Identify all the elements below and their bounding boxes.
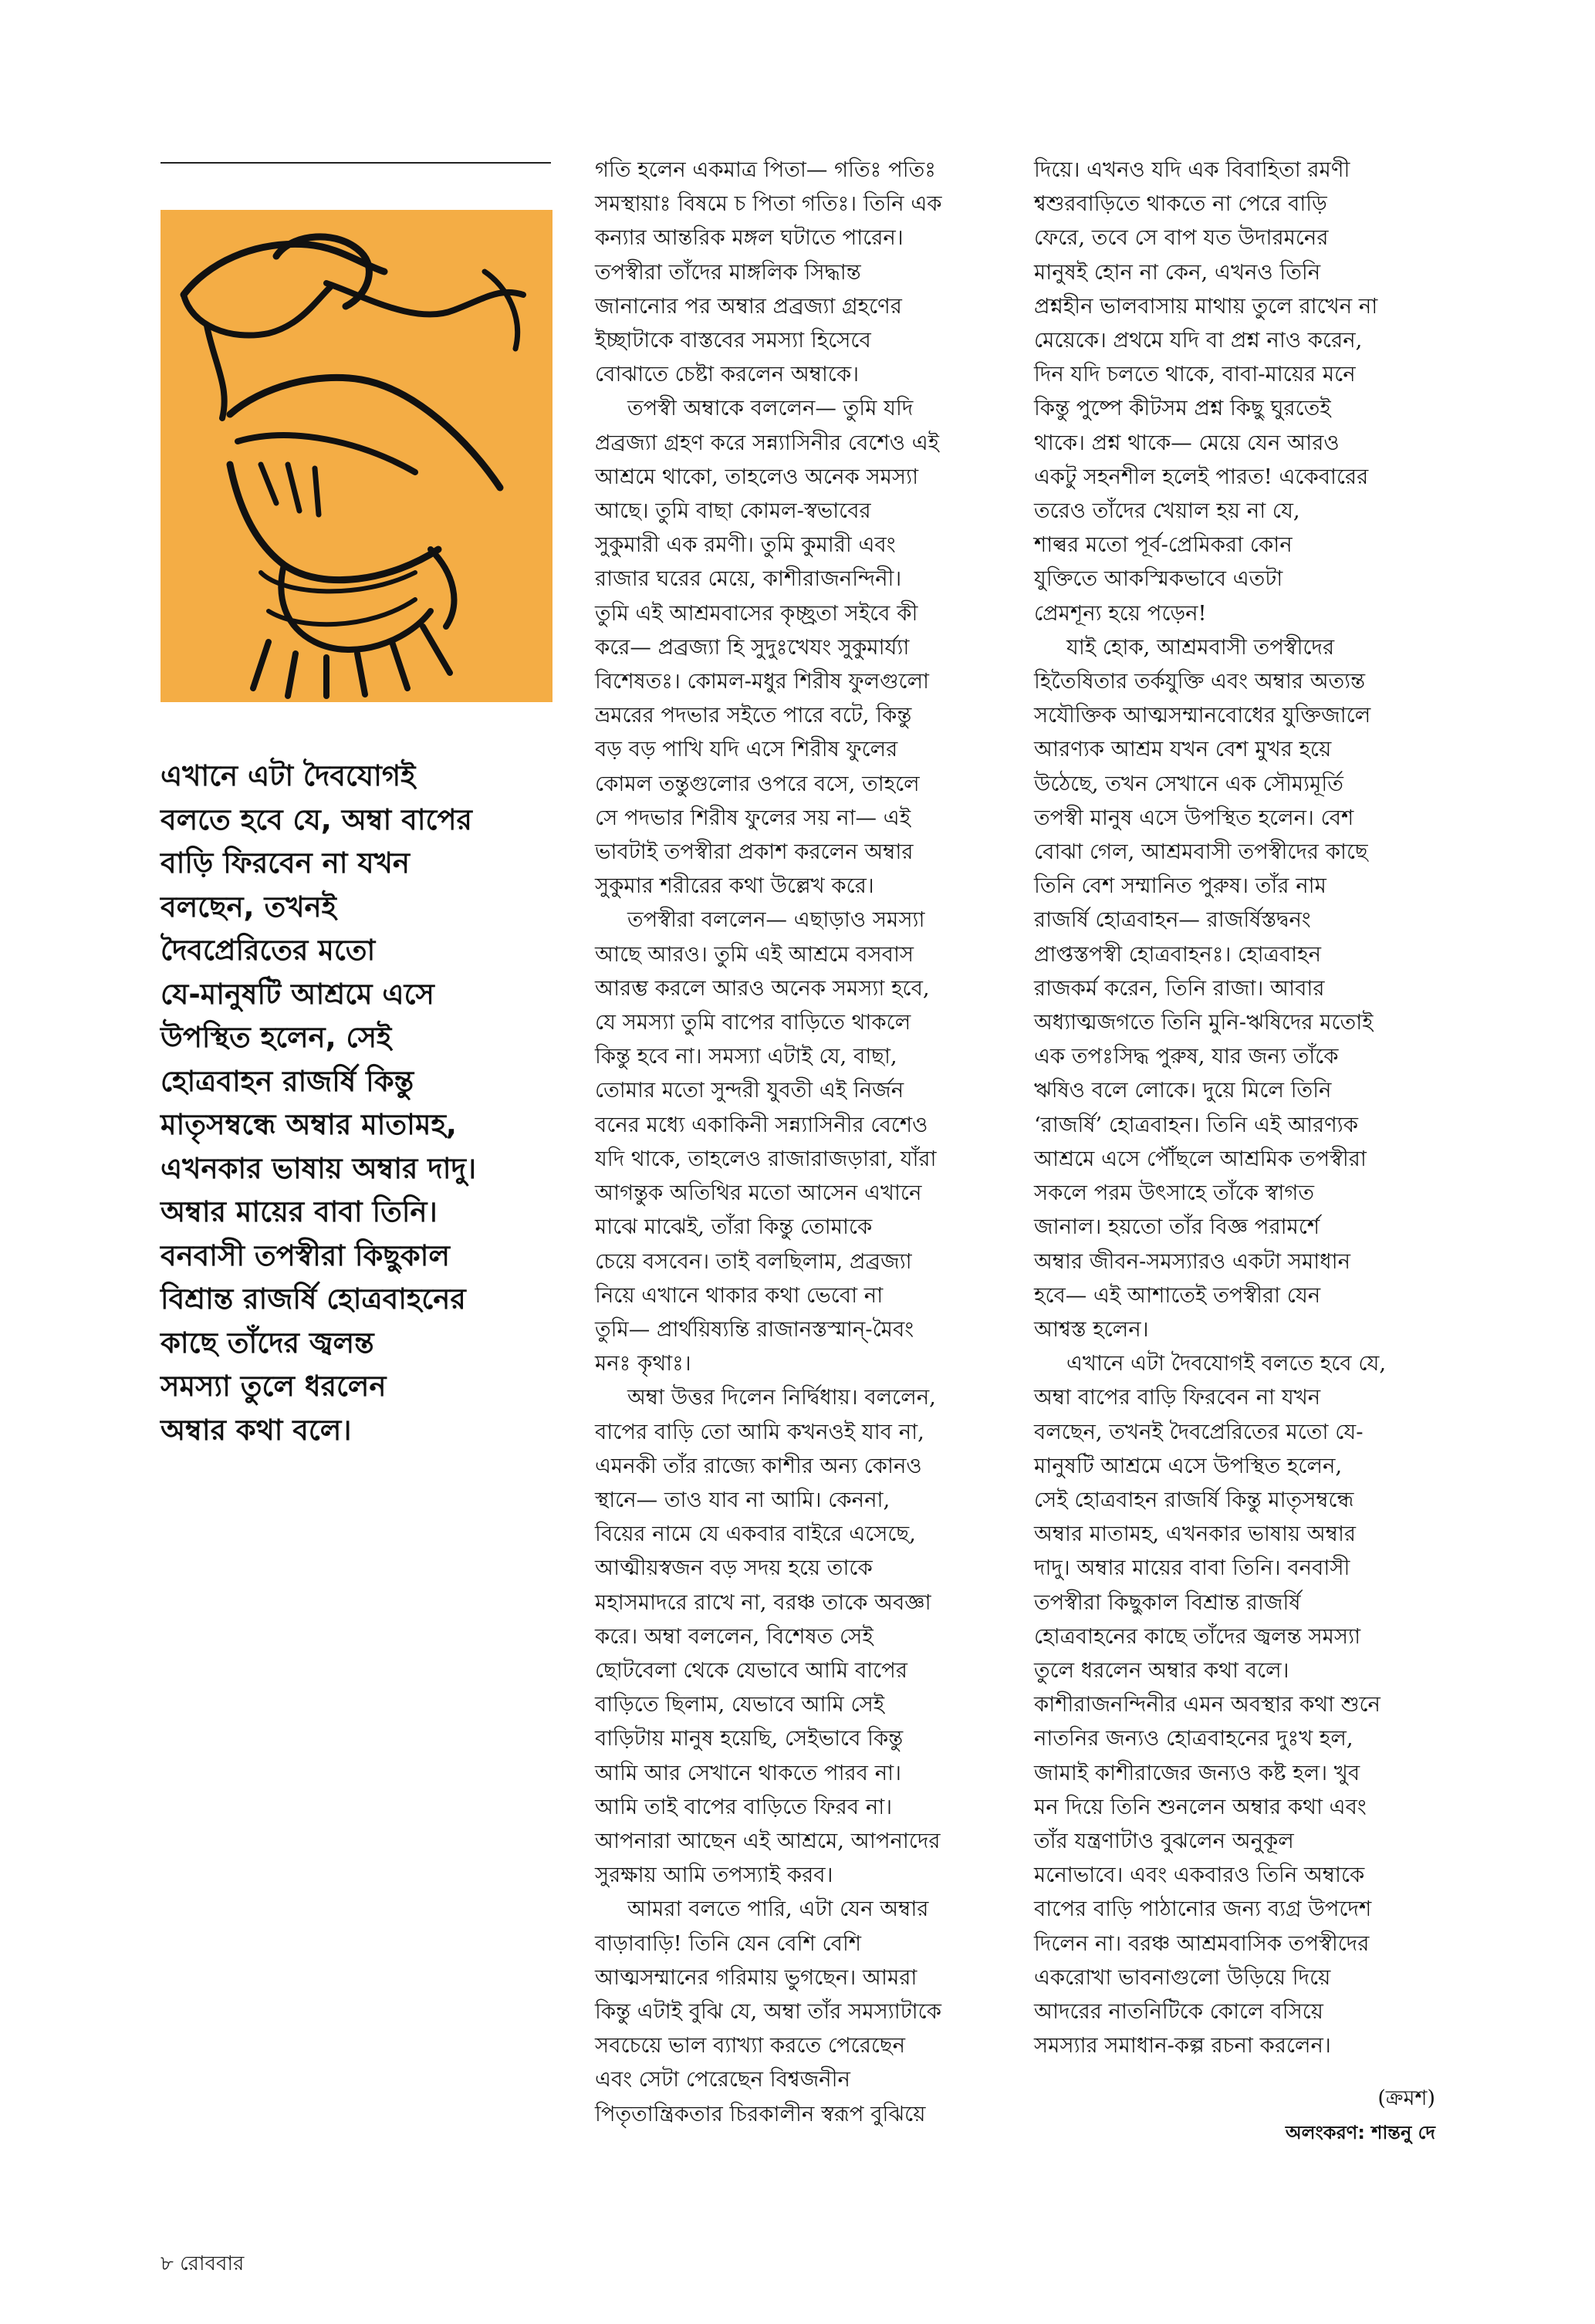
text-line: করে। অম্বা বললেন, বিশেষত সেই	[595, 1623, 874, 1649]
text-line: একটু সহনশীল হলেই পারত! একেবারের	[1034, 464, 1369, 489]
text-line: আশ্বস্ত হলেন।	[1034, 1316, 1149, 1342]
text-line: কিন্তু এটাই বুঝি যে, অম্বা তাঁর সমস্যাটাকে	[595, 1998, 941, 2024]
text-line: আছে আরও। তুমি এই আশ্রমে বসবাস	[595, 941, 914, 967]
text-line: বলছেন, তখনই দৈবপ্রেরিতের মতো যে-	[1034, 1419, 1364, 1444]
text-line: ভ্রমরের পদভার সইতে পারে বটে, কিন্তু	[595, 703, 912, 728]
text-line: ঋষিও বলে লোকে। দুয়ে মিলে তিনি	[1034, 1078, 1332, 1103]
text-line: মানুষই হোন না কেন, এখনও তিনি	[1034, 259, 1321, 285]
illustration	[161, 210, 553, 702]
pull-quote-line: মাতৃসম্বন্ধে অম্বার মাতামহ,	[161, 1108, 457, 1141]
text-line: প্রব্রজ্যা গ্রহণ করে সন্ন্যাসিনীর বেশেও এই	[595, 430, 939, 455]
text-line: মানুষটি আশ্রমে এসে উপস্থিত হলেন,	[1034, 1453, 1343, 1478]
hand-drawing-icon	[161, 210, 553, 702]
text-line: বনের মধ্যে একাকিনী সন্ন্যাসিনীর বেশেও	[595, 1112, 928, 1137]
pull-quote-line: কাছে তাঁদের জ্বলন্ত	[161, 1326, 374, 1360]
text-line: যদি থাকে, তাহলেও রাজারাজড়ারা, যাঁরা	[595, 1146, 937, 1171]
text-line: কিন্তু পুষ্পে কীটসম প্রশ্ন কিছু ঘুরতেই	[1034, 396, 1331, 421]
text-line: এবং সেটা পেরেছেন বিশ্বজনীন	[595, 2067, 850, 2093]
text-line: দিয়ে। এখনও যদি এক বিবাহিতা রমণী	[1034, 157, 1350, 182]
text-line: মহাসমাদরে রাখে না, বরঞ্চ তাকে অবজ্ঞা	[595, 1589, 931, 1615]
text-line: সে পদভার শিরীষ ফুলের সয় না— এই	[595, 805, 911, 830]
pull-quote-line: অম্বার কথা বলে।	[161, 1413, 352, 1447]
text-line: আদরের নাতনিটিকে কোলে বসিয়ে	[1034, 1998, 1323, 2024]
text-line: কিন্তু হবে না। সমস্যা এটাই যে, বাছা,	[595, 1044, 897, 1069]
text-line: ‘রাজর্ষি’ হোত্রবাহন। তিনি এই আরণ্যক	[1034, 1112, 1358, 1137]
text-line: শাল্বর মতো পূর্ব-প্রেমিকরা কোন	[1034, 532, 1293, 558]
text-line: আশ্রমে থাকো, তাহলেও অনেক সমস্যা	[595, 464, 919, 489]
text-line: মনঃ কৃথাঃ।	[595, 1351, 691, 1376]
pull-quote-line: উপস্থিত হলেন, সেই	[161, 1021, 392, 1054]
text-line: তুমি এই আশ্রমবাসের কৃচ্ছ্রতা সইবে কী	[595, 600, 918, 626]
pull-quote-line: যে-মানুষটি আশ্রমে এসে	[161, 977, 434, 1011]
text-line: ফেরে, তবে সে বাপ যত উদারমনের	[1034, 225, 1329, 251]
pull-quote-line: দৈবপ্রেরিতের মতো	[161, 934, 376, 967]
pull-quote-line: বিশ্রান্ত রাজর্ষি হোত্রবাহনের	[161, 1282, 466, 1316]
pull-quote-line: বলতে হবে যে, অম্বা বাপের	[161, 802, 472, 836]
text-line: বড় বড় পাখি যদি এসে শিরীষ ফুলের	[595, 737, 898, 762]
text-line: দাদু। অম্বার মায়ের বাবা তিনি। বনবাসী	[1034, 1556, 1350, 1581]
text-line: ইচ্ছাটাকে বাস্তবের সমস্যা হিসেবে	[595, 328, 871, 353]
pull-quote-line: বাড়ি ফিরবেন না যখন	[161, 846, 411, 880]
text-line: আপনারা আছেন এই আশ্রমে, আপনাদের	[595, 1828, 941, 1853]
text-line: সকলে পরম উৎসাহে তাঁকে স্বাগত	[1034, 1181, 1314, 1206]
text-line: আমি আর সেখানে থাকতে পারব না।	[595, 1760, 901, 1785]
text-line: বিয়ের নামে যে একবার বাইরে এসেছে,	[595, 1522, 916, 1547]
pull-quote-line: হোত্রবাহন রাজর্ষি কিন্তু	[161, 1064, 414, 1098]
text-line: তাঁর যন্ত্রণাটাও বুঝলেন অনুকূল	[1034, 1828, 1294, 1853]
text-line: বাপের বাড়ি পাঠানোর জন্য ব্যগ্র উপদেশ	[1034, 1897, 1372, 1922]
pull-quote	[161, 755, 546, 1452]
text-line: এমনকী তাঁর রাজ্যে কাশীর অন্য কোনও	[595, 1453, 922, 1478]
text-line: কন্যার আন্তরিক মঙ্গল ঘটাতে পারেন।	[595, 225, 904, 251]
text-line: তপস্বীরা কিছুকাল বিশ্রান্ত রাজর্ষি	[1034, 1589, 1301, 1615]
text-line: যাই হোক, আশ্রমবাসী তপস্বীদের	[1066, 634, 1335, 660]
text-line: সুকুমার শরীরের কথা উল্লেখ করে।	[595, 873, 874, 899]
text-line: উঠেছে, তখন সেখানে এক সৌম্যমূর্তি	[1034, 771, 1343, 796]
text-line: সমস্যার সমাধান-কল্প রচনা করলেন।	[1034, 2033, 1331, 2059]
text-line: থাকে। প্রশ্ন থাকে— মেয়ে যেন আরও	[1034, 430, 1340, 455]
text-line: তিনি বেশ সম্মানিত পুরুষ। তাঁর নাম	[1034, 873, 1326, 899]
text-line: সযৌক্তিক আত্মসম্মানবোধের যুক্তিজালে	[1034, 703, 1371, 728]
text-line: অধ্যাত্মজগতে তিনি মুনি-ঋষিদের মতোই	[1034, 1010, 1374, 1035]
text-line: স্থানে— তাও যাব না আমি। কেননা,	[595, 1487, 890, 1512]
text-line: হোত্রবাহনের কাছে তাঁদের জ্বলন্ত সমস্যা	[1034, 1623, 1361, 1649]
pull-quote-line: সমস্যা তুলে ধরলেন	[161, 1370, 387, 1403]
text-line: আশ্রমে এসে পৌঁছলে আশ্রমিক তপস্বীরা	[1034, 1146, 1367, 1171]
text-line: বাড়িতে ছিলাম, যেভাবে আমি সেই	[595, 1692, 885, 1718]
text-line: সুরক্ষায় আমি তপস্যাই করব।	[595, 1863, 833, 1888]
text-line: ভাবটাই তপস্বীরা প্রকাশ করলেন অম্বার	[595, 839, 914, 865]
text-line: গতি হলেন একমাত্র পিতা— গতিঃ পতিঃ	[595, 157, 936, 182]
text-line: আছে। তুমি বাছা কোমল-স্বভাবের	[595, 498, 871, 524]
text-line: প্রেমশূন্য হয়ে পড়েন!	[1034, 600, 1207, 626]
text-line: প্রশ্নহীন ভালবাসায় মাথায় তুলে রাখেন না	[1034, 293, 1378, 319]
text-line: কোমল তন্তুগুলোর ওপরে বসে, তাহলে	[595, 771, 920, 796]
text-line: মাঝে মাঝেই, তাঁরা কিন্তু তোমাকে	[595, 1214, 873, 1240]
text-line: আরম্ভ করলে আরও অনেক সমস্যা হবে,	[595, 975, 930, 1001]
text-line: পিতৃতান্ত্রিকতার চিরকালীন স্বরূপ বুঝিয়ে	[595, 2101, 926, 2126]
article-end	[1034, 2082, 1435, 2150]
text-line: আত্মসম্মানের গরিমায় ভুগছেন। আমরা	[595, 1964, 917, 1990]
text-line: জামাই কাশীরাজের জন্যও কষ্ট হল। খুব	[1034, 1760, 1360, 1785]
text-line: একরোখা ভাবনাগুলো উড়িয়ে দিয়ে	[1034, 1964, 1331, 1990]
text-line: ছোটবেলা থেকে যেভাবে আমি বাপের	[595, 1657, 907, 1683]
text-line: বাড়িটায় মানুষ হয়েছি, সেইভাবে কিন্তু	[595, 1726, 904, 1751]
text-line: চেয়ে বসবেন। তাই বলছিলাম, প্রব্রজ্যা	[595, 1248, 912, 1274]
text-line: অম্বার মাতামহ, এখনকার ভাষায় অম্বার	[1034, 1522, 1357, 1547]
text-line: করে— প্রব্রজ্যা হি সুদুঃখেযং সুকুমার্য্যা	[595, 634, 910, 660]
illustration-credit: অলংকরণ: শান্তনু দে	[1285, 2122, 1435, 2143]
top-rule	[161, 162, 551, 164]
text-line: যুক্তিতে আকস্মিকভাবে এতটা	[1034, 566, 1283, 592]
text-line: হবে— এই আশাতেই তপস্বীরা যেন	[1034, 1282, 1321, 1308]
page-folio: ৮ রোববার	[161, 2252, 245, 2275]
text-line: এক তপঃসিদ্ধ পুরুষ, যার জন্য তাঁকে	[1034, 1044, 1339, 1069]
text-line: বোঝা গেল, আশ্রমবাসী তপস্বীদের কাছে	[1034, 839, 1368, 865]
text-line: নিয়ে এখানে থাকার কথা ভেবো না	[595, 1282, 884, 1308]
text-line: নাতনির জন্যও হোত্রবাহনের দুঃখ হল,	[1034, 1726, 1353, 1751]
text-line: রাজর্ষি হোত্রবাহন— রাজর্ষিস্তদ্বনং	[1034, 907, 1311, 933]
pull-quote-line: বনবাসী তপস্বীরা কিছুকাল	[161, 1238, 450, 1272]
text-line: তুলে ধরলেন অম্বার কথা বলে।	[1034, 1657, 1289, 1683]
text-line: হিতৈষিতার তর্কযুক্তি এবং অম্বার অত্যন্ত	[1034, 669, 1366, 694]
text-line: মনোভাবে। এবং একবারও তিনি অম্বাকে	[1034, 1863, 1365, 1888]
to-be-continued: (ক্রমশ)	[1377, 2086, 1435, 2110]
text-line: আমি তাই বাপের বাড়িতে ফিরব না।	[595, 1794, 893, 1819]
text-line: বাড়াবাড়ি! তিনি যেন বেশি বেশি	[595, 1930, 862, 1956]
text-line: প্রাপ্তস্তপস্বী হোত্রবাহনঃ। হোত্রবাহন	[1034, 941, 1321, 967]
article-column-3	[1034, 153, 1451, 2062]
text-line: আত্মীয়স্বজন বড় সদয় হয়ে তাকে	[595, 1556, 873, 1581]
text-line: তপস্বী মানুষ এসে উপস্থিত হলেন। বেশ	[1034, 805, 1354, 830]
text-line: তোমার মতো সুন্দরী যুবতী এই নির্জন	[595, 1078, 904, 1103]
text-line: বিশেষতঃ। কোমল-মধুর শিরীষ ফুলগুলো	[595, 669, 930, 694]
text-line: জানাল। হয়তো তাঁর বিজ্ঞ পরামর্শে	[1034, 1214, 1320, 1240]
text-line: রাজার ঘরের মেয়ে, কাশীরাজনন্দিনী।	[595, 566, 902, 592]
text-line: তুমি— প্রার্থয়িষ্যন্তি রাজানস্তস্মান্‌-মৈবং	[595, 1316, 914, 1342]
pull-quote-line: বলছেন, তখনই	[161, 890, 336, 924]
text-line: মন দিয়ে তিনি শুনলেন অম্বার কথা এবং	[1034, 1794, 1367, 1819]
text-line: অম্বার জীবন-সমস্যারও একটা সমাধান	[1034, 1248, 1351, 1274]
text-line: সবচেয়ে ভাল ব্যাখ্যা করতে পেরেছেন	[595, 2033, 905, 2059]
text-line: সমস্থায়াঃ বিষমে চ পিতা গতিঃ। তিনি এক	[595, 191, 942, 217]
text-line: রাজকর্ম করেন, তিনি রাজা। আবার	[1034, 975, 1325, 1001]
text-line: কাশীরাজনন্দিনীর এমন অবস্থার কথা শুনে	[1034, 1692, 1380, 1718]
text-line: দিন যদি চলতে থাকে, বাবা-মায়ের মনে	[1034, 362, 1356, 387]
pull-quote-line: অম্বার মায়ের বাবা তিনি।	[161, 1195, 438, 1228]
text-line: আমরা বলতে পারি, এটা যেন অম্বার	[627, 1897, 929, 1922]
text-line: সেই হোত্রবাহন রাজর্ষি কিন্তু মাতৃসম্বন্ধে	[1034, 1487, 1354, 1512]
text-line: আগন্তুক অতিথির মতো আসেন এখানে	[595, 1181, 922, 1206]
text-line: এখানে এটা দৈবযোগই বলতে হবে যে,	[1066, 1351, 1387, 1376]
text-line: দিলেন না। বরঞ্চ আশ্রমবাসিক তপস্বীদের	[1034, 1930, 1370, 1956]
text-line: তরেও তাঁদের খেয়াল হয় না যে,	[1034, 498, 1300, 524]
text-line: সুকুমারী এক রমণী। তুমি কুমারী এবং	[595, 532, 896, 558]
text-line: আরণ্যক আশ্রম যখন বেশ মুখর হয়ে	[1034, 737, 1332, 762]
article-column-2	[595, 153, 1027, 2131]
text-line: যে সমস্যা তুমি বাপের বাড়িতে থাকলে	[595, 1010, 911, 1035]
text-line: বোঝাতে চেষ্টা করলেন অম্বাকে।	[595, 362, 860, 387]
pull-quote-line: এখনকার ভাষায় অম্বার দাদু।	[161, 1151, 477, 1185]
text-line: জানানোর পর অম্বার প্রব্রজ্যা গ্রহণের	[595, 293, 902, 319]
text-line: অম্বা বাপের বাড়ি ফিরবেন না যখন	[1034, 1385, 1321, 1410]
text-line: শ্বশুরবাড়িতে থাকতে না পেরে বাড়ি	[1034, 191, 1327, 217]
text-line: বাপের বাড়ি তো আমি কখনওই যাব না,	[595, 1419, 924, 1444]
text-line: মেয়েকে। প্রথমে যদি বা প্রশ্ন নাও করেন,	[1034, 328, 1363, 353]
text-line: অম্বা উত্তর দিলেন নির্দ্বিধায়। বললেন,	[627, 1385, 936, 1410]
pull-quote-line: এখানে এটা দৈবযোগই	[161, 759, 416, 792]
text-line: তপস্বী অম্বাকে বললেন— তুমি যদি	[627, 396, 914, 421]
text-line: তপস্বীরা তাঁদের মাঙ্গলিক সিদ্ধান্ত	[595, 259, 861, 285]
text-line: তপস্বীরা বললেন— এছাড়াও সমস্যা	[627, 907, 925, 933]
